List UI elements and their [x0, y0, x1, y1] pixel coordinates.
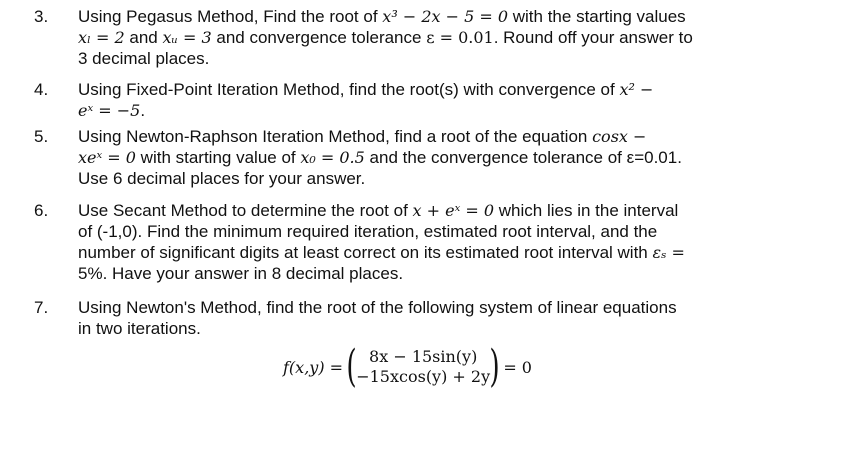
text: Using Pegasus Method, Find the root of — [78, 7, 383, 26]
text-line — [78, 27, 818, 48]
text-line — [78, 6, 818, 27]
problem-text — [78, 297, 818, 339]
problem-number: 6. — [34, 201, 49, 220]
text-line — [78, 242, 818, 263]
text-line: Using Newton's Method, find the root of the following system of linear equations — [78, 298, 677, 317]
equation-rhs: = 0 — [503, 357, 532, 377]
math-expression: x₀ = 0.5 — [300, 148, 365, 167]
text: and — [124, 28, 163, 47]
problem-number: 5. — [34, 127, 49, 146]
text: with the starting values — [508, 7, 686, 26]
math-expression: xₗ = 2 — [78, 28, 125, 47]
system-equation — [283, 341, 532, 392]
text-line: 5%. Have your answer in 8 decimal places. — [78, 264, 404, 283]
text: with starting value of — [135, 148, 301, 167]
text-line: 3 decimal places. — [78, 49, 210, 68]
text: . — [140, 101, 146, 120]
math-expression: xᵤ = 3 — [162, 28, 212, 47]
math-expression: eˣ = −5 — [78, 101, 141, 120]
text-line: in two iterations. — [78, 319, 201, 338]
math-expression: ε = 0.01 — [426, 28, 494, 47]
math-expression: cosx − — [592, 127, 647, 146]
text-line — [78, 79, 818, 100]
text-line — [78, 200, 818, 221]
text: Use Secant Method to determine the root of — [78, 201, 413, 220]
text: number of significant digits at least correct on its estimated root interval with — [78, 243, 653, 262]
equation-lhs: f(x,y) = — [283, 357, 344, 377]
problem-text — [78, 200, 818, 284]
left-paren: ( — [346, 341, 357, 392]
math-expression: xeˣ = 0 — [78, 148, 136, 167]
right-paren: ) — [489, 341, 500, 392]
text: Using Fixed-Point Iteration Method, find the root(s) with convergence of — [78, 80, 620, 99]
text: and the convergence tolerance of ε=0.01. — [364, 148, 682, 167]
text-line: of (-1,0). Find the minimum required iteration, estimated root interval, and the — [78, 222, 658, 241]
problem-text — [78, 126, 818, 189]
problem-text — [78, 79, 818, 121]
text: which lies in the interval — [494, 201, 679, 220]
math-expression: x² − — [619, 80, 654, 99]
math-expression: x + eˣ = 0 — [412, 201, 495, 220]
text-line — [78, 100, 818, 121]
equation-row-2: −15xcos(y) + 2y — [356, 367, 491, 386]
text: Using Newton-Raphson Iteration Method, find a root of the equation — [78, 127, 593, 146]
math-expression: x³ − 2x − 5 = 0 — [382, 7, 509, 26]
equation-vector — [356, 347, 490, 387]
text-line: Use 6 decimal places for your answer. — [78, 169, 366, 188]
problem-number: 7. — [34, 298, 49, 317]
text: and convergence tolerance — [211, 28, 427, 47]
text: . Round off your answer to — [493, 28, 693, 47]
text-line — [78, 147, 818, 168]
problem-number: 4. — [34, 80, 49, 99]
problem-number: 3. — [34, 7, 49, 26]
problem-text — [78, 6, 818, 69]
equation-row-1: 8x − 15sin(y) — [369, 347, 478, 366]
text-line — [78, 126, 818, 147]
math-expression: εₛ = — [652, 243, 685, 262]
